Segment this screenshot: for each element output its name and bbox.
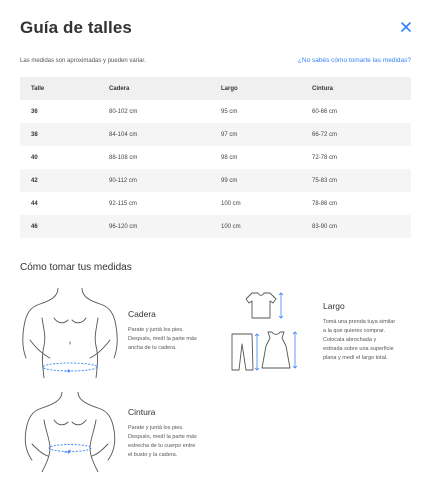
length-cell: 100 cm [210, 215, 301, 238]
length-cell: 98 cm [210, 146, 301, 169]
column-header-hip: Cadera [98, 77, 210, 100]
hip-line-1: Parate y juntá los pies. [128, 327, 184, 333]
hip-cell: 90-112 cm [98, 169, 210, 192]
size-cell: 36 [20, 100, 98, 123]
how-to-measure-link[interactable]: ¿No sabés cómo tomarte las medidas? [297, 57, 411, 64]
waist-line-2: Después, medí la parte más [128, 434, 197, 440]
how-to-measure-title: Cómo tomar tus medidas [20, 262, 132, 273]
modal-header [20, 18, 413, 42]
hip-line-2: Después, medí la parte más [128, 336, 197, 342]
length-line-1: Tomá una prenda tuya similar [323, 319, 396, 325]
column-header-length: Largo [210, 77, 301, 100]
table-row [20, 215, 411, 238]
waist-cell: 60-66 cm [301, 100, 411, 123]
length-cell: 95 cm [210, 100, 301, 123]
close-icon [399, 20, 413, 34]
waist-instructions [128, 407, 233, 460]
waist-cell: 66-72 cm [301, 123, 411, 146]
length-cell: 97 cm [210, 123, 301, 146]
table-row [20, 169, 411, 192]
hip-cell: 92-115 cm [98, 192, 210, 215]
length-line-2: a la que quieres comprar. [323, 328, 386, 334]
hip-cell: 96-120 cm [98, 215, 210, 238]
info-row [20, 57, 411, 67]
table-row [20, 100, 411, 123]
hip-title: Cadera [128, 309, 156, 319]
table-row [20, 192, 411, 215]
waist-cell: 78-86 cm [301, 192, 411, 215]
waist-line-1: Parate y juntá los pies. [128, 425, 184, 431]
waist-line-3: estrecha de tu cuerpo entre [128, 443, 196, 449]
length-title: Largo [323, 301, 345, 311]
table-row [20, 146, 411, 169]
length-line-3: Colocala abrochada y [323, 337, 377, 343]
waist-cell: 83-90 cm [301, 215, 411, 238]
length-line-5: plana y medí el largo total. [323, 355, 388, 361]
approx-note: Las medidas son aproximadas y pueden variar. [20, 58, 146, 64]
waist-cell: 75-83 cm [301, 169, 411, 192]
table-row [20, 123, 411, 146]
size-cell: 42 [20, 169, 98, 192]
waist-line-4: el busto y la cadera. [128, 452, 178, 458]
column-header-size: Talle [20, 77, 98, 100]
waist-body-illustration [20, 392, 120, 472]
modal-title: Guía de talles [20, 18, 132, 37]
length-line-4: estirada sobre una superficie [323, 346, 394, 352]
close-button[interactable] [399, 20, 413, 34]
size-table [20, 77, 411, 238]
hip-body-illustration [20, 288, 120, 378]
waist-title: Cintura [128, 407, 156, 417]
waist-cell: 72-78 cm [301, 146, 411, 169]
hip-cell: 80-102 cm [98, 100, 210, 123]
column-header-waist: Cintura [301, 77, 411, 100]
length-cell: 99 cm [210, 169, 301, 192]
size-cell: 38 [20, 123, 98, 146]
size-cell: 46 [20, 215, 98, 238]
size-cell: 40 [20, 146, 98, 169]
garments-illustration [224, 290, 304, 372]
hip-instructions [128, 309, 233, 353]
length-instructions [323, 301, 423, 363]
size-cell: 44 [20, 192, 98, 215]
hip-cell: 88-108 cm [98, 146, 210, 169]
length-cell: 100 cm [210, 192, 301, 215]
table-header-row [20, 77, 411, 100]
hip-line-3: ancha de tu cadera. [128, 345, 177, 351]
hip-cell: 84-104 cm [98, 123, 210, 146]
